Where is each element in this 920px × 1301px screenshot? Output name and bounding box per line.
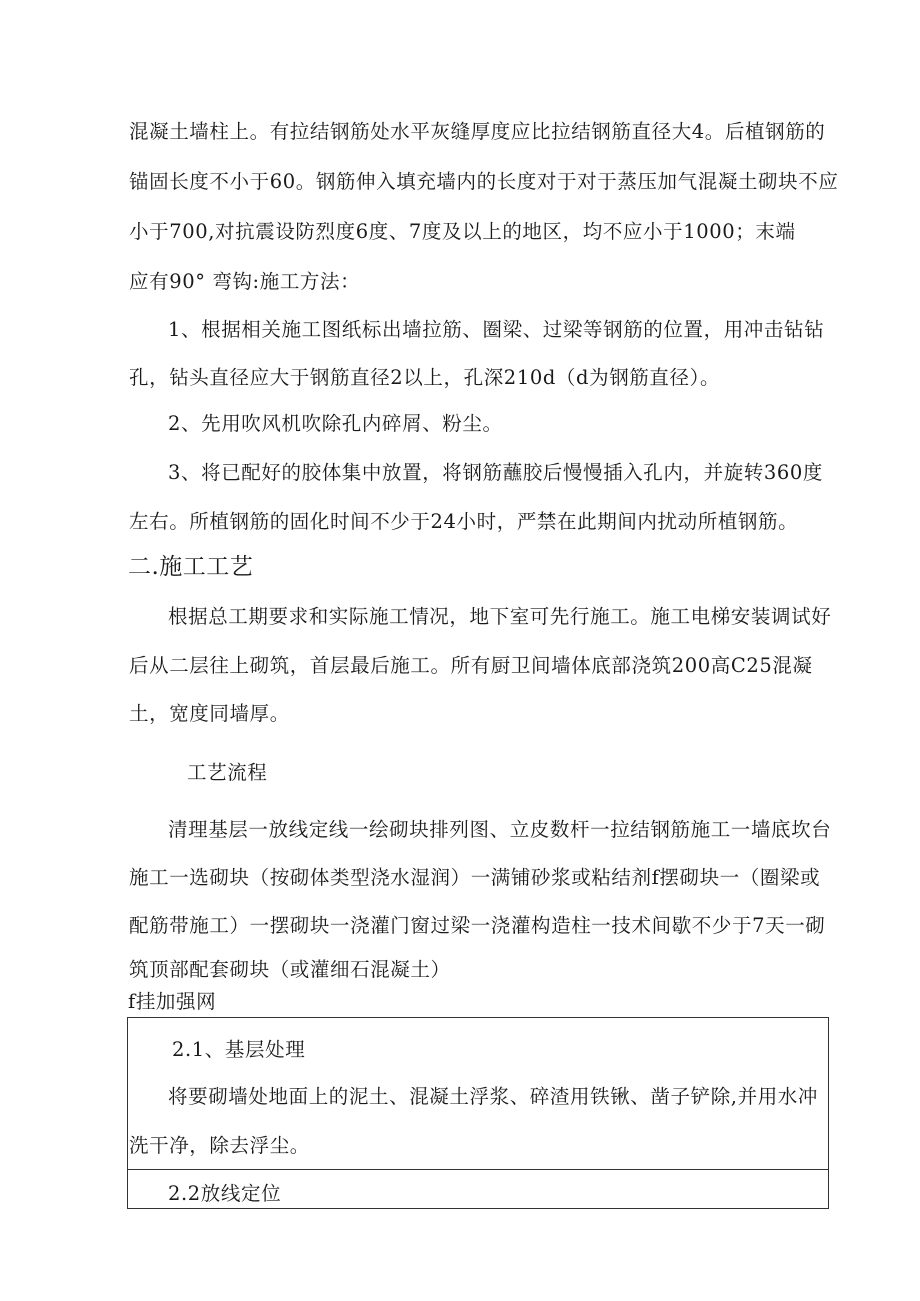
flow-line: 清理基层一放线定线一绘砌块排列图、立皮数杆一拉结钢筋施工一墙底坎台 (168, 818, 832, 841)
step-2: 2、先用吹风机吹除孔内碎屑、粉尘。 (168, 412, 503, 435)
flow-line: 施工一选砌块（按砌体类型浇水湿润）一满铺砂浆或粘结剂f摆砌块一（圈梁或 (129, 866, 821, 889)
subsection-title: 2.1、基层处理 (172, 1038, 306, 1061)
step-1-line-1: 1、根据相关施工图纸标出墙拉筋、圈梁、过梁等钢筋的位置，用冲击钻钻 (168, 318, 825, 341)
flow-title: 工艺流程 (187, 761, 268, 784)
intro-line: 土，宽度同墙厚。 (129, 702, 290, 725)
step-3-line-1: 3、将已配好的胶体集中放置，将钢筋蘸胶后慢慢插入孔内，并旋转360度 (168, 461, 824, 484)
step-1-line-2: 孔，钻头直径应大于钢筋直径2以上，孔深210d（d为钢筋直径）。 (129, 366, 721, 389)
paragraph-line: 锚固长度不小于60。钢筋伸入填充墙内的长度对于对于蒸压加气混凝土砌块不应 (129, 170, 839, 193)
paragraph-line: 应有90° 弯钩:施工方法： (129, 270, 361, 293)
subsection-text-line: 将要砌墙处地面上的泥土、混凝土浮浆、碎渣用铁锹、凿子铲除,并用水冲 (168, 1085, 818, 1108)
step-3-line-2: 左右。所植钢筋的固化时间不少于24小时，严禁在此期间内扰动所植钢筋。 (129, 510, 799, 533)
box-divider (128, 1169, 828, 1170)
flow-line: 配筋带施工）一摆砌块一浇灌门窗过梁一浇灌构造柱一技术间歇不少于7天一砌 (129, 914, 826, 937)
intro-line: 根据总工期要求和实际施工情况，地下室可先行施工。施工电梯安装调试好 (168, 605, 832, 628)
paragraph-line: 混凝土墙柱上。有拉结钢筋处水平灰缝厚度应比拉结钢筋直径大4。后植钢筋的 (129, 120, 826, 143)
flow-tail: f挂加强网 (128, 990, 217, 1013)
subsection-text-line: 洗干净，除去浮尘。 (129, 1134, 310, 1157)
paragraph-line: 小于700,对抗震设防烈度6度、7度及以上的地区，均不应小于1000；末端 (129, 220, 796, 243)
section-heading: 二.施工工艺 (128, 554, 254, 580)
intro-line: 后从二层往上砌筑，首层最后施工。所有厨卫间墙体底部浇筑200高C25混凝 (129, 654, 813, 677)
flow-line: 筑顶部配套砌块（或灌细石混凝土） (129, 958, 451, 981)
subsection-title: 2.2放线定位 (168, 1182, 282, 1205)
